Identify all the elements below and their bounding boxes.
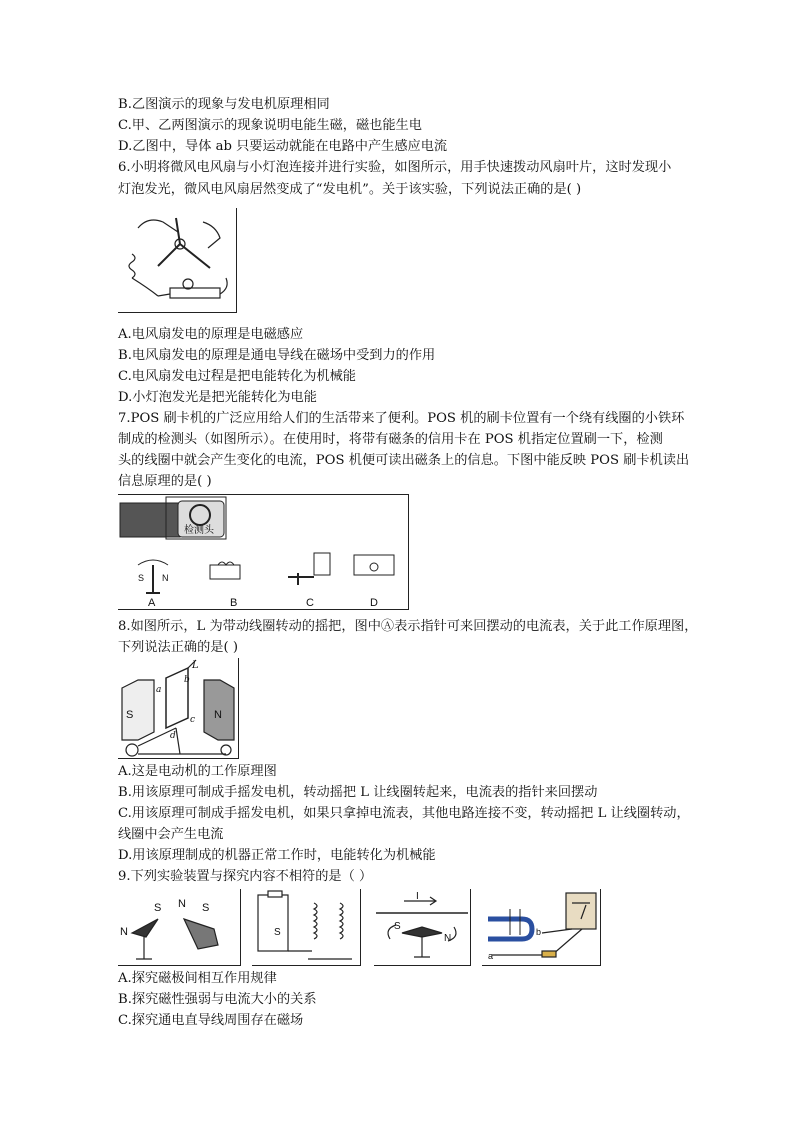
q7-pos-figure: [118, 494, 409, 610]
q6-fan-figure: [118, 208, 237, 313]
q7-stem-line1: 7.POS 刷卡机的广泛应用给人们的生活带来了便利。POS 机的刷卡位置有一个绕有线圈的小铁环: [118, 411, 685, 426]
q6-option-b: B.电风扇发电的原理是通电导线在磁场中受到力的作用: [118, 348, 436, 363]
lamp-base: [170, 288, 220, 298]
q8-option-b: B.用该原理可制成手摇发电机，转动摇把 L 让线圈转起来，电流表的指针来回摆动: [118, 785, 598, 800]
current-i-label: I: [416, 891, 419, 902]
coil-wire: [129, 254, 135, 278]
b-label: b: [184, 675, 190, 685]
detector-head-label: 检测头: [184, 525, 214, 536]
option-a-n-label: N: [162, 573, 169, 583]
q9-option-c: C.探究通电直导线周围存在磁场: [118, 1013, 304, 1028]
q5-option-b: B.乙图演示的现象与发电机原理相同: [118, 97, 330, 112]
option-d-magnet: [354, 555, 394, 575]
galvanometer-icon: [566, 893, 596, 929]
hand-right: [203, 222, 220, 248]
fan-blades: [158, 218, 210, 268]
q8-option-c-line2: 线圈中会产生电流: [118, 827, 224, 842]
q5-option-d: D.乙图中，导体 ab 只要运动就能在电路中产生感应电流: [118, 139, 448, 154]
fig3-s-label: S: [394, 921, 401, 932]
option-b-motor: [210, 565, 240, 579]
option-b-label: B: [230, 597, 238, 609]
q8-option-d: D.用该原理制成的机器正常工作时，电能转化为机械能: [118, 848, 436, 863]
hand-with-magnet: [184, 919, 218, 949]
q9-option-a: A.探究磁极间相互作用规律: [118, 971, 277, 986]
q5-option-c: C.甲、乙两图演示的现象说明电能生磁，磁也能生电: [118, 118, 422, 133]
q6-option-c: C.电风扇发电过程是把电能转化为机械能: [118, 369, 356, 384]
option-a-s-label: S: [138, 573, 145, 583]
fig1-n-label: N: [120, 926, 128, 938]
q8-stem-line1: 8.如图所示，L 为带动线圈转动的摇把，图中Ⓐ表示指针可来回摆动的电流表，关于此工作原理图，: [118, 619, 698, 634]
fig4-b-label: b: [536, 927, 542, 937]
current-arrow-icon: [404, 897, 436, 905]
l-label: L: [192, 660, 199, 671]
n-pole-label: N: [214, 709, 222, 721]
fig2-s-label: S: [274, 927, 281, 938]
q9-stem: 9.下列实验装置与探究内容不相符的是（ ）: [118, 869, 373, 884]
switch-icon: [542, 951, 556, 957]
pos-terminal: [120, 503, 180, 537]
s-pole-label: S: [126, 709, 134, 721]
q8-generator-figure: [118, 658, 239, 759]
q6-option-d: D.小灯泡发光是把光能转化为电能: [118, 390, 317, 405]
option-c-label: C: [306, 597, 314, 609]
q7-stem-line3: 头的线圈中就会产生变化的电流，POS 机便可读出磁条上的信息。下图中能反映 POS 刷卡机读出: [118, 453, 690, 468]
a-label: a: [156, 685, 162, 695]
option-a-wire: [138, 560, 168, 565]
fig1-s-label: S: [154, 902, 162, 914]
q9-figure-1: [118, 889, 241, 966]
fan-illustration: [118, 208, 236, 312]
option-c-meter: [314, 553, 330, 575]
q9-figure-4: [482, 889, 601, 966]
fig3-n-label: N: [444, 933, 452, 944]
d-label: d: [170, 731, 176, 741]
compass-needle-icon: [132, 919, 158, 937]
circuit-wire: [258, 895, 288, 951]
q8-option-a: A.这是电动机的工作原理图: [118, 764, 277, 779]
option-d-label: D: [370, 597, 378, 609]
q6-stem-line1: 6.小明将微风电风扇与小灯泡连接并进行实验，如图所示，用手快速拨动风扇叶片，这时发现小: [118, 160, 672, 175]
fig1-s2-label: S: [202, 902, 210, 914]
pos-options-illustration: [118, 495, 408, 609]
fig4-a-label: a: [488, 951, 494, 961]
q8-stem-line2: 下列说法正确的是( ): [118, 640, 238, 655]
fig1-n2-label: N: [178, 898, 186, 910]
q7-stem-line4: 信息原理的是( ): [118, 474, 212, 489]
hand-left: [138, 220, 178, 232]
c-label: c: [190, 715, 196, 725]
electromagnet-coil-2: [340, 903, 343, 939]
q6-stem-line2: 灯泡发光，微风电风扇居然变成了“发电机”。关于该实验，下列说法正确的是( ): [118, 182, 582, 197]
option-a-label: A: [148, 597, 156, 609]
q9-option-b: B.探究磁性强弱与电流大小的关系: [118, 992, 317, 1007]
rheostat-icon: [268, 891, 282, 897]
q7-stem-line2: 制成的检测头（如图所示）。在使用时，将带有磁条的信用卡在 POS 机指定位置刷一下，检测: [118, 432, 663, 447]
electromagnet-coil-1: [314, 903, 317, 939]
q9-figure-3: [374, 889, 471, 966]
q9-figure-2: [252, 889, 361, 966]
q8-option-c-line1: C.用该原理可制成手摇发电机，如果只拿掉电流表，其他电路连接不变，转动摇把 L 让线圈转动，: [118, 806, 690, 821]
ammeter-icon: [126, 744, 138, 756]
generator-illustration: [118, 658, 238, 758]
q6-option-a: A.电风扇发电的原理是电磁感应: [118, 327, 304, 342]
compass-needle-icon-2: [402, 927, 442, 937]
